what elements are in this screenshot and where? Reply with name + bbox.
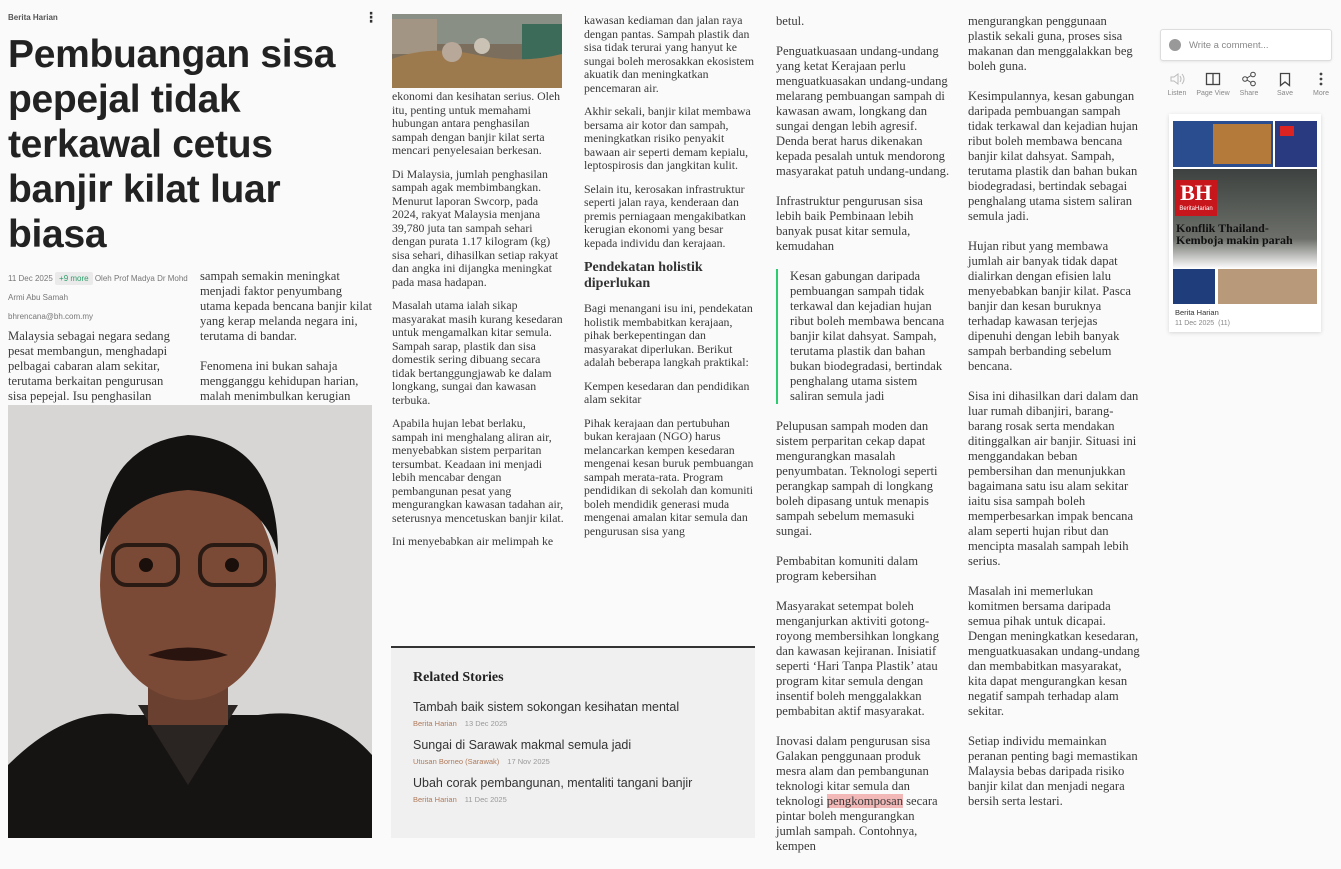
related-story[interactable] [413,776,733,804]
author-photo [8,405,372,838]
column-4-paragraphs-2 [776,419,950,719]
paragraph: Kesimpulannya, kesan gabungan daripada pembuangan sampah tidak terkawal dan kejadian hujan ribut boleh membawa bencana banjir kilat dahsyat. Sampah, terutama plastik dan bahan bukan biodegradasi, bertindak sebagai penghalang utama sistem saliran semula jadi. [968,89,1138,223]
paragraph: Sisa ini dihasilkan dari dalam dan luar rumah dibanjiri, barang-barang rosak serta mendakan ditinggalkan air banjir. Situasi ini menggandakan beban pembersihan dan menunjukkan bagaimana satu isu alam sekitar iaitu sisa sampah boleh memperbesarkan impak bencana alam seperti hujan ribut dan mencipta masalah sampah lebih serius. [968,389,1139,568]
paragraph: Akhir sekali, banjir kilat membawa bersama air kotor dan sampah, meningkatkan risiko penyakit bawaan air seperti demam kepialu, leptospirosis dan jangkitan kulit. [584,104,751,172]
date: 11 Dec 2025 [8,274,53,283]
more-options-icon[interactable]: ⋮ [364,10,378,26]
publication-name: Berita Harian [1175,308,1219,317]
paragraph: Infrastruktur pengurusan sisa lebih baik Pembinaan lebih banyak pusat kitar semula, kemudahan [776,194,923,253]
related-story-date: 13 Dec 2025 [464,719,508,728]
speaker-icon [1160,70,1194,88]
text: secara pintar boleh mengurangkan jumlah sampah. Contohnya, kempen [776,794,938,853]
related-title: Related Stories [413,670,504,685]
column-1b [200,269,374,419]
paragraph: Bagi menangani isu ini, pendekatan holistik membabitkan kerajaan, pihak berkepentingan dan masyarakat diperlukan. Berikut adalah beberapa langkah praktikal: [584,301,753,369]
masthead-logo [1175,180,1217,216]
source-label: Berita Harian [8,13,58,22]
paragraph: Pembabitan komuniti dalam program kebersihan [776,554,919,583]
paragraph: Selain itu, kerosakan infrastruktur seperti jalan raya, kenderaan dan premis perniagaan mengakibatkan kerugian ekonomi yang besar kepada individu dan kerajaan. [584,181,746,250]
related-story-source: Berita Harian [413,719,457,728]
paragraph: Penguatkuasaan undang-undang yang ketat Kerajaan perlu menguatkuasakan undang-undang melarang pembuangan sampah di kawasan awam, longkang dan sungai dengan lebih agresif. Denda berat harus dikenakan kepada pesalah untuk mendorong masyarakat patuh undang-undang. [776,44,950,178]
page-view-button[interactable] [1196,70,1230,97]
paragraph: Pihak kerajaan dan pertubuhan bukan kerajaan (NGO) harus melancarkan kempen kesedaran mengenai kesan buruk pembuangan sampah merata-rata. Program pendidikan di sekolah dan komuniti boleh mendidik generasi muda mengenai amalan kitar semula dan pengurusan sisa yang [584,415,754,538]
paragraph: Masalah ini memerlukan komitmen bersama daripada semua pihak untuk dicapai. Dengan meningkatkan kesedaran, menguatkuasakan undang-undang dan membabitkan masyarakat, kita dapat mengurangkan kesan negatif sampah terhadap alam sekitar. [968,584,1140,718]
column-4-paragraphs [776,14,950,254]
related-story-title[interactable]: Sungai di Sarawak makmal semula jadi [413,738,632,752]
page-count: (11) [1218,320,1231,327]
more-authors-button[interactable]: +9 more [55,272,93,285]
paragraph: Hujan ribut yang membawa jumlah air banyak tidak dapat dialirkan dengan efisien lalu menyebabkan banjir kilat. Pasca banjir dan kesan buruknya terhadap kawasan terjejas dipenuhi dengan lebih banyak sampah berbanding sebelum bencana. [968,239,1131,373]
column-2 [392,90,564,559]
byline: Oleh Prof Madya Dr Mohd Armi Abu Samah [8,274,188,302]
tool-label: More [1313,90,1329,97]
email[interactable]: bhrencana@bh.com.my [8,312,94,321]
related-story[interactable] [413,738,733,766]
paragraph: Malaysia sebagai negara sedang pesat membangun, menghadapi pelbagai cabaran alam sekitar, terutama berkaitan pengurusan sisa pepejal. Isu penghasilan [8,329,170,403]
column-4 [776,14,950,869]
related-story-meta [413,719,733,728]
listen-button[interactable] [1160,70,1194,97]
paragraph [776,734,950,854]
headline: Pembuangan sisa pepejal tidak terkawal cetus banjir kilat luar biasa [8,33,336,256]
book-open-icon [1196,70,1230,88]
toolbar [1160,70,1338,97]
masthead-sub: BeritaHarian [1179,206,1213,212]
related-story-meta [413,795,733,804]
related-story-title[interactable]: Ubah corak pembangunan, mentaliti tangani banjir [413,776,693,790]
paragraph: Masalah utama ialah sikap masyarakat masih kurang kesedaran untuk mengamalkan kitar semula. Sampah sarap, plastik dan sisa domestik sering dibuang secara tidak bertanggungjawab ke dalam longkang, sungai dan kawasan terbuka. [392,298,563,407]
save-button[interactable] [1268,70,1302,97]
more-vertical-icon [1304,70,1338,88]
paragraph: kawasan kediaman dan jalan raya dengan pantas. Sampah plastik dan sisa tidak terurai yang hanyut ke sungai boleh merosakkan ekosistem akuatik dan meningkatkan pencemaran air. [584,13,755,95]
paragraph: Masyarakat setempat boleh menganjurkan aktiviti gotong-royong membersihkan longkang dan kawasan kejiranan. Inisiatif seperti ‘Hari Tanpa Plastik’ atau program kitar semula dengan insentif boleh menggalakkan pembabitan aktif masyarakat. [776,599,939,718]
related-story-date: 11 Dec 2025 [464,795,507,804]
related-story-title[interactable]: Tambah baik sistem sokongan kesihatan mental [413,700,680,714]
cover-headline: Konflik Thailand-Kemboja makin parah [1176,221,1293,247]
date: 11 Dec 2025 [1175,320,1215,327]
tool-label: Page View [1196,90,1230,97]
paragraph: Di Malaysia, jumlah penghasilan sampah agak membimbangkan. Menurut laporan Swcorp, pada 2024, rakyat Malaysia menjana 39,780 juta tan sampah sehari dengan purata 1.17 kilogram (kg) sisa sehari, dihasilkan setiap rakyat dan angka ini dijangka meningkat pada masa hadapan. [392,166,559,289]
column-3-paragraphs-2 [584,302,758,538]
flood-photo [392,14,562,88]
user-icon [1169,39,1181,51]
paragraph: betul. [776,14,805,28]
column-5 [968,14,1142,824]
article-meta [8,269,188,326]
related-story[interactable] [413,700,733,728]
newspaper-thumbnail[interactable] [1169,114,1321,332]
related-story-source: Berita Harian [413,795,457,804]
share-icon [1232,70,1266,88]
bookmark-icon [1268,70,1302,88]
highlighted-word[interactable]: pengkomposan [826,794,903,808]
subheading: Pendekatan holistik diperlukan [584,260,703,291]
column-3-paragraphs [584,14,758,250]
paragraph: Ini menyebabkan air melimpah ke [392,534,554,548]
pull-quote: Kesan gabungan daripada pembuangan sampah tidak terkawal dan kejadian hujan ribut boleh membawa bencana banjir kilat dahsyat. Sampah, terutama plastik dan bahan bukan biodegradasi, bertindak penghalang utama sistem saliran semula jadi [776,269,950,404]
related-story-date: 17 Nov 2025 [507,757,550,766]
paragraph: sampah semakin meningkat menjadi faktor penyumbang utama kepada bencana banjir kilat yang kerap melanda negara ini, terutama di bandar. [200,269,373,343]
publication-date [1173,320,1317,327]
related-stories [391,646,755,838]
paragraph: mengurangkan penggunaan plastik sekali guna, proses sisa makanan dan menggalakkan beg boleh guna. [968,14,1133,73]
tool-label: Listen [1167,90,1187,97]
paragraph: Setiap individu memainkan peranan penting bagi memastikan Malaysia bebas daripada risiko banjir kilat dan menjadi negara bersih serta lestari. [968,734,1138,808]
tool-label: Save [1277,90,1293,97]
column-3 [584,14,758,548]
paragraph: Pelupusan sampah moden dan sistem perparitan cekap dapat mengurangkan masalah penyumbatan. Teknologi seperti perangkap sampah di longkang boleh dipasang untuk menapis sampah sebelum memasuki sungai. [776,419,938,538]
masthead: BH [1180,180,1212,205]
paragraph: Fenomena ini bukan sahaja mengganggu kehidupan harian, malah menimbulkan kerugian [200,359,359,403]
tool-label: Share [1239,90,1259,97]
related-story-source: Utusan Borneo (Sarawak) [413,757,500,766]
share-button[interactable] [1232,70,1266,97]
comment-input[interactable] [1160,29,1332,61]
comment-placeholder: Write a comment... [1189,39,1269,51]
text: Inovasi dalam pengurusan sisa Galakan penggunaan produk mesra alam dan pembangunan teknologi kitar semula dan teknologi [776,734,931,808]
paragraph: ekonomi dan kesihatan serius. Oleh itu, penting untuk memahami hubungan antara penghasilan sampah dengan banjir kilat serta mencari penyelesaian berkesan. [392,89,561,157]
paragraph: Apabila hujan lebat berlaku, sampah ini menghalang aliran air, menyebabkan sistem perparitan tersumbat. Keadaan ini menjadi lebih mencabar dengan pembangunan pesat yang mengurangkan kawasan tadahan air, seterusnya mencetuskan banjir kilat. [392,416,564,525]
more-button[interactable] [1304,70,1338,97]
related-story-meta [413,757,733,766]
cover-image [1173,118,1317,304]
paragraph: Kempen kesedaran dan pendidikan alam sekitar [584,378,750,406]
